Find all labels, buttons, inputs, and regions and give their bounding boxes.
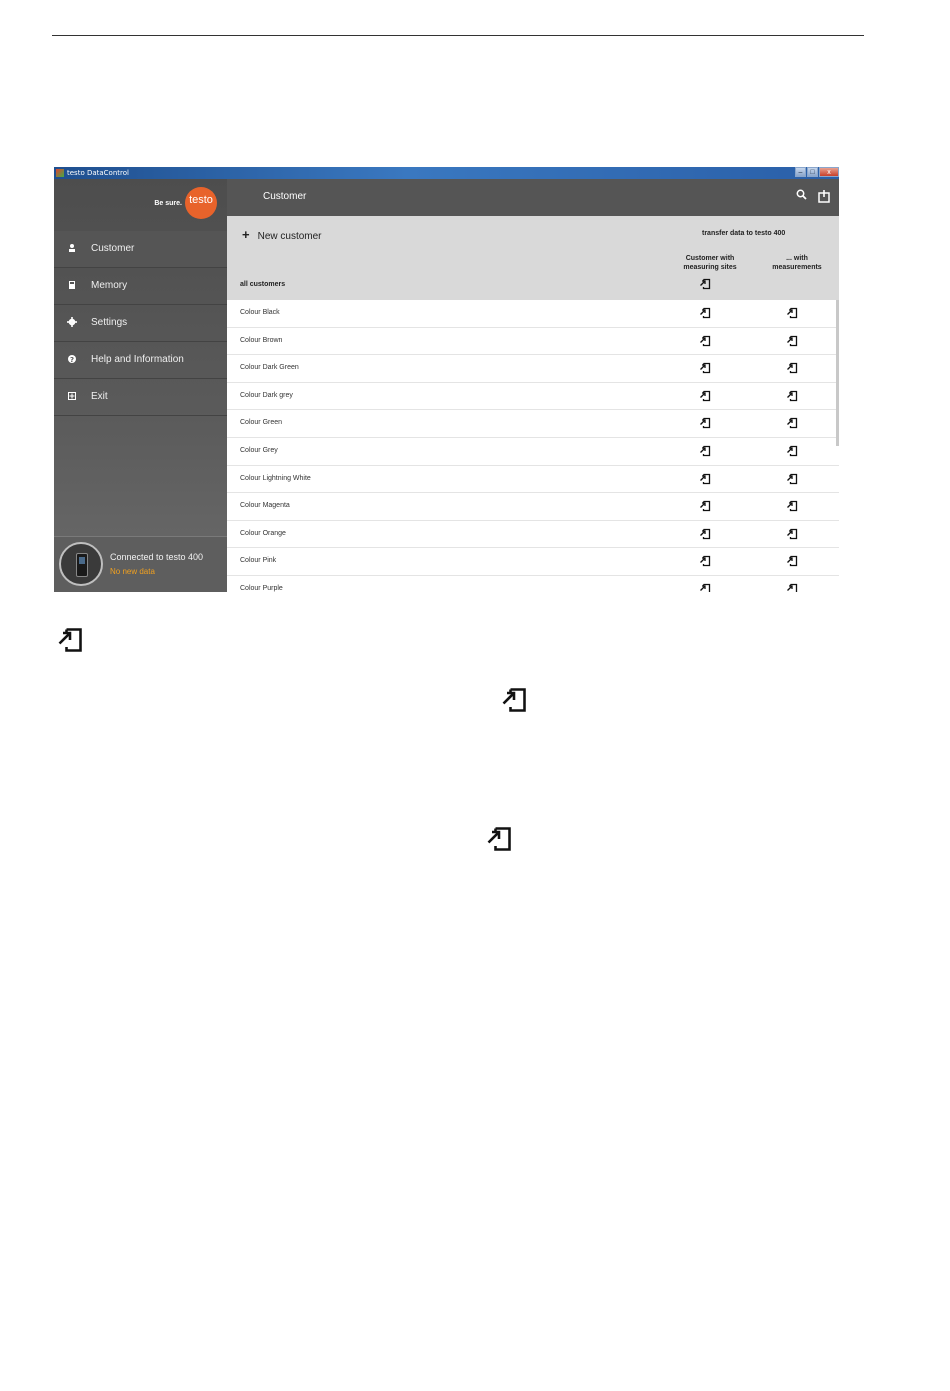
device-phone-icon: [76, 553, 88, 577]
column-header-measuring-sites: Customer with measuring sites: [683, 255, 737, 271]
customer-name: Colour Lightning White: [240, 474, 311, 482]
sidebar-item-label: Exit: [91, 391, 108, 402]
table-row[interactable]: [227, 438, 839, 466]
transfer-sites-icon[interactable]: [699, 445, 711, 457]
transfer-measurements-icon[interactable]: [786, 417, 798, 429]
table-row[interactable]: [227, 548, 839, 576]
customer-name: Colour Green: [240, 419, 283, 427]
main-panel: [227, 179, 839, 592]
table-row[interactable]: [227, 410, 839, 438]
sidebar-item-customer[interactable]: [54, 231, 227, 268]
customer-list: [227, 300, 839, 592]
sidebar-nav: [54, 231, 227, 416]
transfer-sites-icon[interactable]: [699, 335, 711, 347]
gear-icon: [66, 317, 78, 329]
customer-name: Colour Purple: [240, 584, 283, 592]
sidebar-item-label: Help and Information: [91, 354, 184, 365]
transfer-sites-icon[interactable]: [699, 583, 711, 592]
customer-name: Colour Grey: [240, 446, 278, 454]
customer-name: Colour Dark grey: [240, 391, 293, 399]
transfer-measurements-icon[interactable]: [786, 528, 798, 540]
column-header-measurements: ... with measurements: [772, 255, 822, 271]
sidebar-item-label: Customer: [91, 243, 135, 254]
transfer-icon: [500, 686, 528, 719]
close-button[interactable]: x: [819, 167, 839, 177]
customer-list-header: [227, 216, 839, 300]
transfer-title: transfer data to testo 400: [702, 230, 786, 237]
sidebar-item-label: Memory: [91, 280, 128, 291]
search-icon[interactable]: [796, 189, 807, 203]
memory-icon: [66, 280, 78, 292]
window-controls: [794, 167, 839, 178]
maximize-button[interactable]: □: [807, 167, 818, 177]
main-header: [227, 179, 839, 216]
app-screenshot: [54, 167, 839, 592]
device-status-panel[interactable]: [54, 536, 227, 592]
brand-logo: [154, 187, 217, 219]
table-row[interactable]: [227, 521, 839, 549]
all-customers-label: all customers: [240, 281, 286, 288]
svg-text:?: ?: [69, 356, 75, 364]
transfer-measurements-icon[interactable]: [786, 335, 798, 347]
sidebar-item-help[interactable]: [54, 342, 227, 379]
transfer-icon: [485, 825, 513, 858]
table-row[interactable]: [227, 328, 839, 356]
transfer-all-icon[interactable]: [699, 278, 711, 290]
sidebar-item-label: Settings: [91, 317, 128, 328]
exit-icon: [66, 391, 78, 403]
table-row[interactable]: [227, 355, 839, 383]
transfer-measurements-icon[interactable]: [786, 307, 798, 319]
power-icon[interactable]: [817, 189, 831, 203]
person-icon: [66, 243, 78, 255]
transfer-measurements-icon[interactable]: [786, 473, 798, 485]
transfer-measurements-icon[interactable]: [786, 583, 798, 592]
page-title: Customer: [263, 191, 307, 202]
table-row[interactable]: [227, 576, 839, 592]
transfer-measurements-icon[interactable]: [786, 362, 798, 374]
table-row[interactable]: [227, 466, 839, 494]
transfer-sites-icon[interactable]: [699, 362, 711, 374]
table-row[interactable]: [227, 383, 839, 411]
sidebar-item-memory[interactable]: [54, 268, 227, 305]
customer-name: Colour Black: [240, 309, 280, 316]
transfer-sites-icon[interactable]: [699, 555, 711, 567]
brand-tagline: Be sure.: [154, 199, 182, 207]
transfer-sites-icon[interactable]: [699, 390, 711, 402]
table-row[interactable]: [227, 300, 839, 328]
sidebar: [54, 179, 227, 592]
customer-name: Colour Brown: [240, 336, 283, 344]
customer-name: Colour Dark Green: [240, 364, 299, 372]
transfer-measurements-icon[interactable]: [786, 500, 798, 512]
sidebar-item-settings[interactable]: [54, 305, 227, 342]
transfer-measurements-icon[interactable]: [786, 555, 798, 567]
customer-name: Colour Pink: [240, 557, 277, 565]
transfer-sites-icon[interactable]: [699, 417, 711, 429]
minimize-button[interactable]: –: [795, 167, 806, 177]
new-customer-button[interactable]: [242, 227, 322, 242]
plus-icon: +: [242, 227, 250, 242]
transfer-sites-icon[interactable]: [699, 500, 711, 512]
brand-badge: testo: [185, 187, 217, 219]
app-icon: [56, 169, 64, 177]
window-titlebar: [54, 167, 839, 179]
page-header-rule: [52, 35, 864, 36]
transfer-sites-icon[interactable]: [699, 473, 711, 485]
scrollbar[interactable]: [836, 300, 839, 446]
transfer-icon: [56, 626, 84, 659]
transfer-measurements-icon[interactable]: [786, 390, 798, 402]
table-row[interactable]: [227, 493, 839, 521]
device-avatar: [59, 542, 103, 586]
transfer-measurements-icon[interactable]: [786, 445, 798, 457]
device-connection-text: Connected to testo 400: [110, 552, 204, 562]
sidebar-item-exit[interactable]: [54, 379, 227, 416]
device-status-text: No new data: [110, 567, 155, 576]
customer-name: Colour Orange: [240, 529, 286, 537]
window-title: testo DataControl: [67, 169, 129, 177]
help-icon: [66, 354, 78, 366]
transfer-sites-icon[interactable]: [699, 307, 711, 319]
new-customer-label: New customer: [257, 231, 322, 242]
transfer-sites-icon[interactable]: [699, 528, 711, 540]
customer-name: Colour Magenta: [240, 502, 290, 510]
